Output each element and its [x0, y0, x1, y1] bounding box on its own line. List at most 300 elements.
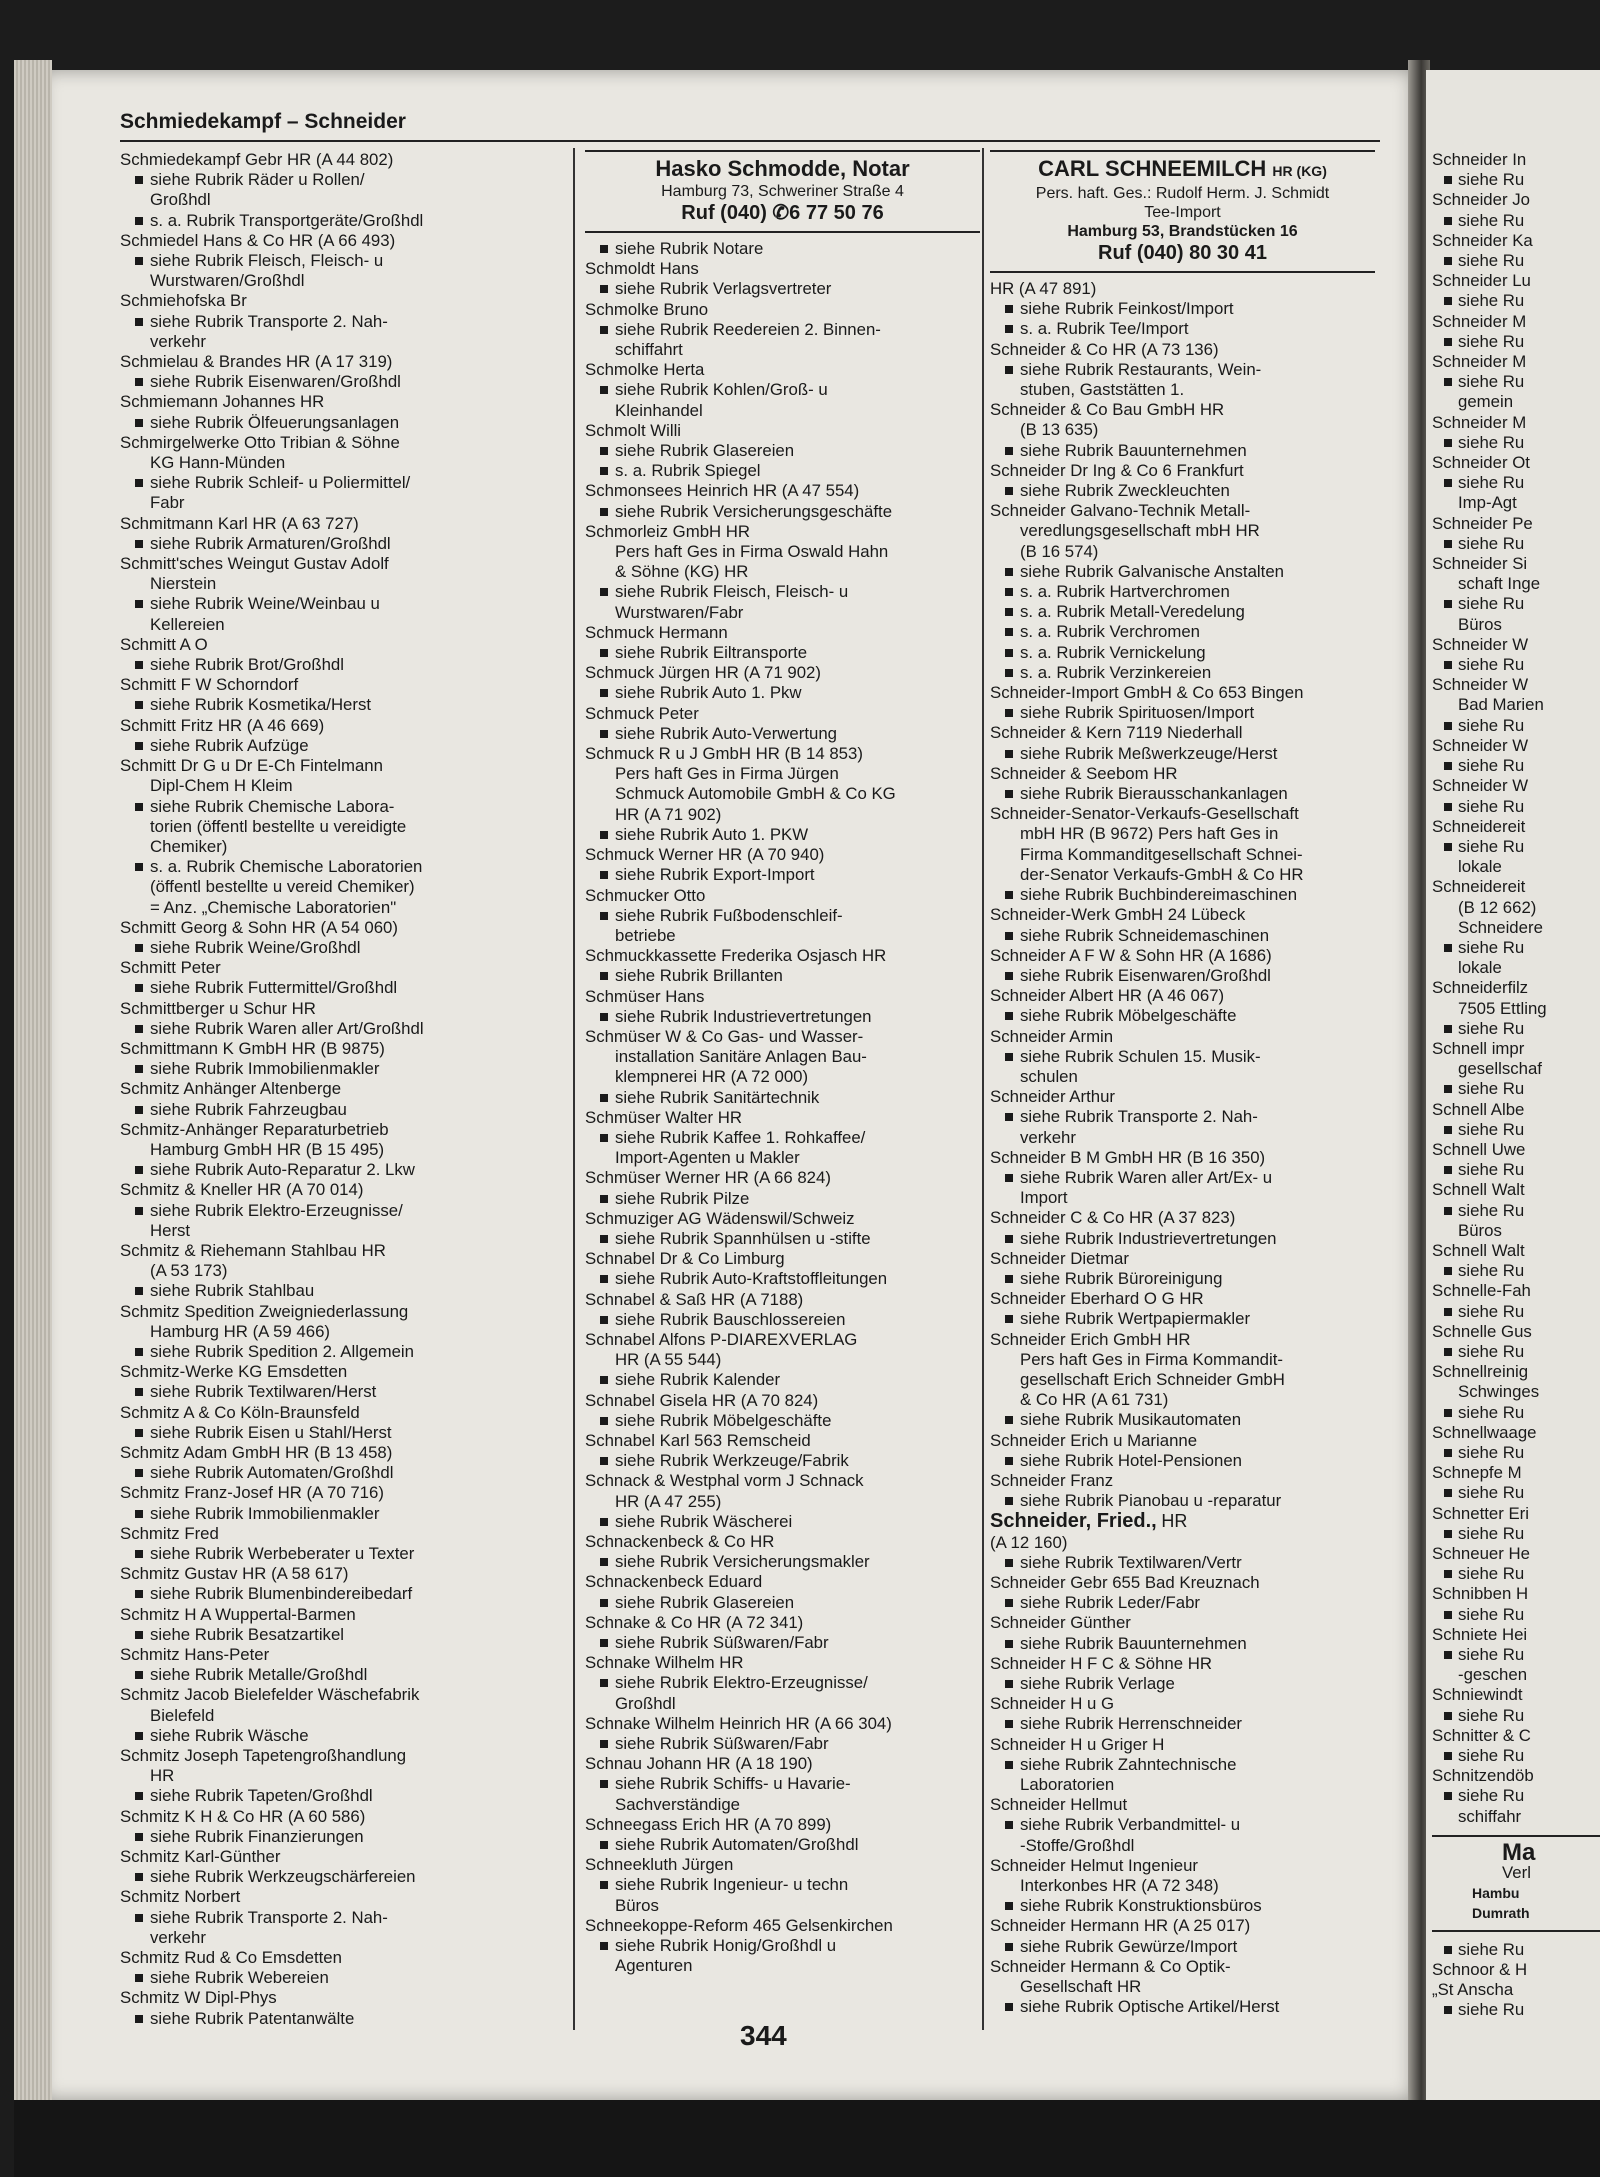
listing-reference: siehe Ru: [1432, 1746, 1600, 1766]
facing-page-column: [1432, 150, 1600, 2020]
column-3-list: [990, 279, 1375, 2017]
listing-reference: siehe Rubrik Bauschlossereien: [585, 1310, 980, 1330]
listing-reference: siehe Rubrik Export-Import: [585, 865, 980, 885]
listing-entry: Schmolke Bruno: [585, 299, 709, 319]
listing-entry: Schneidereit: [1432, 816, 1526, 836]
listing-continuation: Hamburg GmbH HR (B 15 495): [150, 1139, 385, 1159]
listing-entry: Schneider Lu: [1432, 271, 1531, 291]
listing-entry: Schnabel Gisela HR (A 70 824): [585, 1390, 819, 1410]
listing-reference: siehe Rubrik Kosmetika/Herst: [120, 695, 560, 715]
listing-reference: siehe Rubrik Pianobau u -reparatur: [990, 1491, 1375, 1511]
listing-continuation: (öffentl bestellte u vereid Chemiker): [150, 877, 415, 897]
facing-advert-box: [1432, 1835, 1600, 1932]
listing-reference: siehe Rubrik Kaffee 1. Rohkaffee/: [585, 1128, 980, 1148]
listing-reference: siehe Rubrik Zahntechnische: [990, 1755, 1375, 1775]
listing-continuation: lokale: [1458, 958, 1502, 978]
listing-entry: Schneider M: [1432, 311, 1527, 331]
listing-entry: Schmitt Georg & Sohn HR (A 54 060): [120, 917, 398, 937]
listing-entry: Schnake Wilhelm HR: [585, 1653, 744, 1673]
listing-entry: Schneider & Seebom HR: [990, 763, 1178, 783]
listing-entry: Schneider W: [1432, 634, 1529, 654]
listing-name-bold: Schneider, Fried.,: [990, 1510, 1157, 1533]
listing-reference: siehe Ru: [1432, 594, 1600, 614]
listing-reference: siehe Rubrik Verbandmittel- u: [990, 1815, 1375, 1835]
advert-title: CARL SCHNEEMILCH: [1038, 156, 1267, 181]
listing-entry: Schnell impr: [1432, 1038, 1525, 1058]
listing-reference: siehe Rubrik Spirituosen/Import: [990, 703, 1375, 723]
listing-entry: Schnabel Dr & Co Limburg: [585, 1249, 785, 1269]
listing-entry: Schmorleiz GmbH HR: [585, 521, 751, 541]
listing-reference: siehe Rubrik Schulen 15. Musik-: [990, 1047, 1375, 1067]
listing-entry: Schmuziger AG Wädenswil/Schweiz: [585, 1208, 855, 1228]
listing-reference: siehe Rubrik Glasereien: [585, 1593, 980, 1613]
listing-continuation: installation Sanitäre Anlagen Bau-: [615, 1047, 867, 1067]
listing-reference: siehe Rubrik Auto-Kraftstoffleitungen: [585, 1269, 980, 1289]
listing-entry: Schmitz Gustav HR (A 58 617): [120, 1564, 349, 1584]
facing-page-list: [1432, 150, 1600, 1827]
listing-reference: siehe Rubrik Möbelgeschäfte: [585, 1411, 980, 1431]
listing-continuation: Hamburg HR (A 59 466): [150, 1321, 331, 1341]
listing-reference: siehe Rubrik Blumenbindereibedarf: [120, 1584, 560, 1604]
listing-reference: siehe Rubrik Spannhülsen u -stifte: [585, 1229, 980, 1249]
advert-phone: Ruf (040) ✆6 77 50 76: [681, 202, 884, 224]
listing-reference: siehe Rubrik Fahrzeugbau: [120, 1100, 560, 1120]
listing-continuation: Herst: [150, 1220, 191, 1240]
listing-entry: Schnibben H: [1432, 1584, 1529, 1604]
listing-reference: siehe Rubrik Auto-Reparatur 2. Lkw: [120, 1160, 560, 1180]
listing-reference: siehe Ru: [1432, 1443, 1600, 1463]
listing-reference: siehe Rubrik Automaten/Großhdl: [585, 1835, 980, 1855]
listing-continuation: Wurstwaren/Fabr: [615, 602, 744, 622]
listing-entry: Schnepfe M: [1432, 1463, 1522, 1483]
advert-box-schneemilch: [990, 150, 1375, 273]
listing-continuation: (A 53 173): [150, 1261, 228, 1281]
listing-reference: siehe Rubrik Kalender: [585, 1370, 980, 1390]
listing-reference: siehe Rubrik Bierausschankanlagen: [990, 784, 1375, 804]
listing-entry: Schmonsees Heinrich HR (A 47 554): [585, 481, 860, 501]
listing-entry: Schnabel & Saß HR (A 7188): [585, 1289, 804, 1309]
listing-continuation: HR (A 71 902): [615, 804, 722, 824]
listing-entry: Schneider Günther: [990, 1613, 1131, 1633]
listing-reference: siehe Rubrik Elektro-Erzeugnisse/: [585, 1673, 980, 1693]
listing-reference: siehe Rubrik Verlagsvertreter: [585, 279, 980, 299]
listing-reference: siehe Ru: [1432, 251, 1600, 271]
listing-entry: Schmitmann Karl HR (A 63 727): [120, 513, 359, 533]
listing-entry: Schneider B M GmbH HR (B 16 350): [990, 1147, 1266, 1167]
advert-line-1: Pers. haft. Ges.: Rudolf Herm. J. Schmidt: [1035, 185, 1330, 202]
listing-reference: siehe Rubrik Bauunternehmen: [990, 441, 1375, 461]
listing-reference: siehe Ru: [1432, 1605, 1600, 1625]
listing-reference: siehe Rubrik Notare: [585, 239, 980, 259]
listing-entry: Schmitz K H & Co HR (A 60 586): [120, 1806, 366, 1826]
header-rule: [120, 140, 1380, 142]
listing-reference: siehe Rubrik Büroreinigung: [990, 1269, 1375, 1289]
listing-continuation: -geschen: [1458, 1665, 1528, 1685]
page-number: 344: [740, 2020, 787, 2051]
listing-entry: Schneider & Co HR (A 73 136): [990, 339, 1219, 359]
listing-reference: siehe Ru: [1432, 291, 1600, 311]
listing-reference: siehe Rubrik Wäscherei: [585, 1512, 980, 1532]
listing-entry: Schneekluth Jürgen: [585, 1855, 734, 1875]
listing-reference: siehe Rubrik Zweckleuchten: [990, 481, 1375, 501]
listing-entry: Schnabel Karl 563 Remscheid: [585, 1430, 811, 1450]
listing-reference: siehe Rubrik Möbelgeschäfte: [990, 1006, 1375, 1026]
listing-reference: siehe Ru: [1432, 1706, 1600, 1726]
listing-continuation: Firma Kommanditgesellschaft Schnei-: [1020, 844, 1303, 864]
listing-continuation: Laboratorien: [1020, 1775, 1115, 1795]
listing-reference: siehe Rubrik Meßwerkzeuge/Herst: [990, 744, 1375, 764]
listing-reference: siehe Rubrik Bauunternehmen: [990, 1634, 1375, 1654]
listing-entry: Schnell Albe: [1432, 1099, 1525, 1119]
listing-continuation: Großhdl: [150, 190, 211, 210]
listing-reference: siehe Ru: [1432, 837, 1600, 857]
advert-line-2: Tee-Import: [1144, 204, 1221, 221]
listing-entry: Schmitz W Dipl-Phys: [120, 1988, 277, 2008]
listing-entry: Schmiemann Johannes HR: [120, 392, 325, 412]
listing-continuation: HR (A 47 255): [615, 1491, 722, 1511]
listing-reference: siehe Rubrik Versicherungsmakler: [585, 1552, 980, 1572]
listing-reference: siehe Ru: [1432, 332, 1600, 352]
listing-entry: Schniewindt: [1432, 1685, 1523, 1705]
listing-entry: Schneider-Senator-Verkaufs-Gesellschaft: [990, 804, 1299, 824]
listing-continuation: schaft Inge: [1458, 574, 1541, 594]
listing-continuation: der-Senator Verkaufs-GmbH & Co HR: [1020, 864, 1304, 884]
listing-continuation: Kellereien: [150, 614, 225, 634]
listing-reference: siehe Rubrik Süßwaren/Fabr: [585, 1633, 980, 1653]
listing-continuation: Pers haft Ges in Firma Jürgen: [615, 764, 839, 784]
listing-continuation: klempnerei HR (A 72 000): [615, 1067, 809, 1087]
listing-entry: Schnetter Eri: [1432, 1503, 1530, 1523]
listing-entry: Schmoldt Hans: [585, 259, 699, 279]
book-page-edge: [14, 60, 52, 2110]
listing-reference: siehe Rubrik Webereien: [120, 1968, 560, 1988]
listing-entry: Schmitt Fritz HR (A 46 669): [120, 715, 325, 735]
listing-reference: siehe Rubrik Spedition 2. Allgemein: [120, 1342, 560, 1362]
listing-entry: Schmitt F W Schorndorf: [120, 675, 299, 695]
listing-reference: siehe Ru: [1432, 716, 1600, 736]
listing-continuation: Bad Marien: [1458, 695, 1544, 715]
listing-reference: siehe Ru: [1432, 534, 1600, 554]
listing-reference: siehe Ru: [1432, 372, 1600, 392]
listing-reference: siehe Rubrik Transporte 2. Nah-: [120, 1908, 560, 1928]
listing-entry: Schmitz Fred: [120, 1523, 219, 1543]
listing-reference: siehe Ru: [1432, 797, 1600, 817]
listing-continuation: (B 12 662): [1458, 897, 1537, 917]
listing-continuation: gesellschaft Erich Schneider GmbH: [1020, 1369, 1285, 1389]
listing-reference: s. a. Rubrik Tee/Import: [990, 319, 1375, 339]
listing-entry: Schnake Wilhelm Heinrich HR (A 66 304): [585, 1713, 892, 1733]
listing-reference: siehe Rubrik Weine/Großhdl: [120, 938, 560, 958]
listing-reference: s. a. Rubrik Transportgeräte/Großhdl: [120, 211, 560, 231]
listing-entry: Schmolt Willi: [585, 420, 682, 440]
listing-reference: siehe Ru: [1432, 1403, 1600, 1423]
listing-entry: Schneider W: [1432, 735, 1529, 755]
listing-continuation: veredlungsgesellschaft mbH HR: [1020, 521, 1260, 541]
listing-reference: siehe Rubrik Galvanische Anstalten: [990, 562, 1375, 582]
listing-entry: Schnau Johann HR (A 18 190): [585, 1754, 813, 1774]
listing-entry: Schnell Walt: [1432, 1180, 1525, 1200]
listing-entry: Schmitz Norbert: [120, 1887, 241, 1907]
listing-continuation: Bielefeld: [150, 1705, 215, 1725]
listing-entry: Schnell Walt: [1432, 1240, 1525, 1260]
listing-reference: siehe Rubrik Gewürze/Import: [990, 1937, 1375, 1957]
listing-entry: Schmuckkassette Frederika Osjasch HR: [585, 946, 887, 966]
listing-reference: siehe Ru: [1432, 1786, 1600, 1806]
listing-entry: Schneider Albert HR (A 46 067): [990, 986, 1225, 1006]
listing-continuation: Dipl-Chem H Kleim: [150, 776, 293, 796]
listing-reference: siehe Rubrik Eisenwaren/Großhdl: [120, 372, 560, 392]
listing-continuation: Büros: [615, 1895, 659, 1915]
listing-entry: Schneider H F C & Söhne HR: [990, 1653, 1212, 1673]
listing-reference: siehe Rubrik Feinkost/Import: [990, 299, 1375, 319]
advert-box-schmodde: [585, 150, 980, 233]
facing-advert-line: Verl: [1502, 1863, 1531, 1883]
listing-reference: siehe Rubrik Waren aller Art/Großhdl: [120, 1019, 560, 1039]
listing-entry: Schmüser Hans: [585, 986, 705, 1006]
listing-entry: Schneidereit: [1432, 877, 1526, 897]
listing-entry: Schmuck R u J GmbH HR (B 14 853): [585, 744, 863, 764]
listing-reference: siehe Rubrik Schneidemaschinen: [990, 926, 1375, 946]
listing-continuation: betriebe: [615, 925, 676, 945]
listing-reference: s. a. Rubrik Verzinkereien: [990, 663, 1375, 683]
listing-entry: Schneider Galvano-Technik Metall-: [990, 501, 1251, 521]
listing-entry: Schneider In: [1432, 150, 1527, 169]
listing-suffix: HR: [1161, 1511, 1188, 1532]
listing-reference: siehe Rubrik Automaten/Großhdl: [120, 1463, 560, 1483]
listing-continuation: verkehr: [1020, 1127, 1076, 1147]
listing-reference: siehe Rubrik Elektro-Erzeugnisse/: [120, 1201, 560, 1221]
listing-entry: Schneider & Co Bau GmbH HR: [990, 400, 1225, 420]
listing-continuation: Pers haft Ges in Firma Oswald Hahn: [615, 542, 889, 562]
listing-continuation: Büros: [1458, 614, 1502, 634]
listing-entry: Schmitz Anhänger Altenberge: [120, 1079, 342, 1099]
listing-entry: Schmittberger u Schur HR: [120, 998, 316, 1018]
listing-reference: siehe Rubrik Transporte 2. Nah-: [990, 1107, 1375, 1127]
listing-entry: Schneegass Erich HR (A 70 899): [585, 1814, 832, 1834]
listing-entry: Schneider Gebr 655 Bad Kreuznach: [990, 1573, 1260, 1592]
listing-entry: Schneider H u G: [990, 1694, 1115, 1714]
listing-entry: Schnake & Co HR (A 72 341): [585, 1612, 804, 1632]
listing-entry: Schneider Helmut Ingenieur: [990, 1855, 1199, 1875]
listing-continuation: KG Hann-Münden: [150, 453, 286, 473]
listing-entry: Schmitz Jacob Bielefelder Wäschefabrik: [120, 1685, 420, 1705]
listing-entry: Schmirgelwerke Otto Tribian & Söhne: [120, 432, 400, 452]
listing-continuation: Nierstein: [150, 574, 217, 594]
listing-reference: siehe Rubrik Chemische Labora-: [120, 797, 560, 817]
listing-entry: Schneider Erich GmbH HR: [990, 1329, 1191, 1349]
listing-continuation: Büros: [1458, 1220, 1502, 1240]
listing-entry: Schmitz & Riehemann Stahlbau HR: [120, 1240, 386, 1260]
listing-reference: siehe Rubrik Optische Artikel/Herst: [990, 1997, 1375, 2017]
listing-entry: Schmuck Hermann: [585, 622, 728, 642]
listing-reference: siehe Rubrik Fleisch, Fleisch- u: [585, 582, 980, 602]
facing-advert-title: Ma: [1502, 1838, 1536, 1866]
listing-reference: siehe Rubrik Fleisch, Fleisch- u: [120, 251, 560, 271]
listing-entry: Schnellreinig: [1432, 1362, 1529, 1382]
listing-continuation: -Stoffe/Großhdl: [1020, 1835, 1135, 1855]
listing-reference: siehe Rubrik Restaurants, Wein-: [990, 360, 1375, 380]
advert-title: Hasko Schmodde, Notar: [655, 156, 910, 181]
listing-continuation: lokale: [1458, 857, 1502, 877]
column-divider: [982, 148, 984, 2030]
column-3: [990, 150, 1375, 2017]
listing-reference: siehe Rubrik Finanzierungen: [120, 1827, 560, 1847]
listing-entry: Schmitz Rud & Co Emsdetten: [120, 1948, 342, 1968]
listing-reference: siehe Ru: [1432, 473, 1600, 493]
listing-entry: Schmitt Dr G u Dr E-Ch Fintelmann: [120, 756, 383, 776]
listing-entry: Schnoor & H: [1432, 1959, 1528, 1979]
listing-reference: siehe Rubrik Glasereien: [585, 441, 980, 461]
listing-entry: Schnackenbeck Eduard: [585, 1572, 763, 1592]
listing-entry: Schmiedekampf Gebr HR (A 44 802): [120, 150, 394, 169]
listing-reference: siehe Ru: [1432, 1261, 1600, 1281]
listing-entry: Schneider Erich u Marianne: [990, 1430, 1198, 1450]
listing-reference: siehe Ru: [1432, 655, 1600, 675]
listing-reference: s. a. Rubrik Verchromen: [990, 622, 1375, 642]
advert-address: Hamburg 73, Schweriner Straße 4: [661, 183, 904, 200]
listing-entry: Schnelle Gus: [1432, 1321, 1532, 1341]
listing-reference: siehe Rubrik Buchbindereimaschinen: [990, 885, 1375, 905]
listing-reference: siehe Rubrik Industrievertretungen: [585, 1007, 980, 1027]
listing-entry: Schneider Si: [1432, 554, 1528, 574]
listing-continuation: HR (A 55 544): [615, 1350, 722, 1370]
listing-entry: Schmitz Franz-Josef HR (A 70 716): [120, 1483, 384, 1503]
listing-entry: Schmiedel Hans & Co HR (A 66 493): [120, 230, 396, 250]
listing-entry: Schneider Armin: [990, 1026, 1114, 1046]
listing-reference: siehe Rubrik Pilze: [585, 1189, 980, 1209]
listing-entry: Schmiehofska Br: [120, 291, 247, 311]
listing-continuation: stuben, Gaststätten 1.: [1020, 380, 1185, 400]
listing-reference: siehe Ru: [1432, 1160, 1600, 1180]
listing-entry: Schnabel Alfons P-DIAREXVERLAG: [585, 1329, 858, 1349]
listing-reference: siehe Rubrik Werkzeugschärfereien: [120, 1867, 560, 1887]
listing-reference: siehe Rubrik Wertpapiermakler: [990, 1309, 1375, 1329]
listing-reference: siehe Rubrik Immobilienmakler: [120, 1504, 560, 1524]
listing-entry: Schneider Dietmar: [990, 1248, 1129, 1268]
listing-entry: Schmitz Adam GmbH HR (B 13 458): [120, 1443, 393, 1462]
listing-reference: siehe Rubrik Eiltransporte: [585, 643, 980, 663]
listing-continuation: verkehr: [150, 1927, 206, 1947]
listing-entry: Schmucker Otto: [585, 885, 706, 905]
listing-entry: Schneider-Import GmbH & Co 653 Bingen: [990, 683, 1304, 703]
listing-reference: siehe Ru: [1432, 1201, 1600, 1221]
listing-reference: siehe Ru: [1432, 1120, 1600, 1140]
listing-entry: Schmuck Peter: [585, 703, 699, 723]
listing-continuation: verkehr: [150, 331, 206, 351]
listing-reference: siehe Rubrik Versicherungsgeschäfte: [585, 502, 980, 522]
listing-reference: s. a. Rubrik Hartverchromen: [990, 582, 1375, 602]
background-strip: [14, 2100, 1600, 2177]
listing-entry: „St Anscha: [1432, 1980, 1514, 2000]
listing-continuation: Kleinhandel: [615, 400, 703, 420]
listing-reference: siehe Rubrik Sanitärtechnik: [585, 1088, 980, 1108]
listing-reference: siehe Rubrik Besatzartikel: [120, 1625, 560, 1645]
listing-continuation: 7505 Ettling: [1458, 998, 1547, 1018]
listing-entry: Schneider Pe: [1432, 513, 1533, 533]
column-2-list: [585, 239, 980, 1976]
listing-entry: Schneider W: [1432, 675, 1529, 695]
listing-entry: Schnitter & C: [1432, 1725, 1531, 1745]
listing-continuation: = Anz. „Chemische Laboratorien": [150, 897, 397, 917]
listing-reference: s. a. Rubrik Metall-Veredelung: [990, 602, 1375, 622]
listing-entry: Schneider C & Co HR (A 37 823): [990, 1208, 1236, 1228]
listing-continuation: mbH HR (B 9672) Pers haft Ges in: [1020, 824, 1279, 844]
listing-reference: siehe Rubrik Werkzeuge/Fabrik: [585, 1451, 980, 1471]
listing-entry: Schmüser Werner HR (A 66 824): [585, 1168, 831, 1188]
listing-reference: siehe Rubrik Immobilienmakler: [120, 1059, 560, 1079]
listing-entry: Schneider & Kern 7119 Niederhall: [990, 723, 1243, 743]
listing-entry: Schneider Arthur: [990, 1087, 1115, 1107]
listing-reference: siehe Rubrik Herrenschneider: [990, 1714, 1375, 1734]
listing-reference: siehe Ru: [1432, 1524, 1600, 1544]
listing-entry: Schmitz Spedition Zweigniederlassung: [120, 1301, 409, 1321]
listing-entry: Schmitz Karl-Günther: [120, 1847, 281, 1867]
listing-reference: s. a. Rubrik Spiegel: [585, 461, 980, 481]
listing-reference: siehe Rubrik Werbeberater u Texter: [120, 1544, 560, 1564]
listing-reference: siehe Rubrik Auto 1. Pkw: [585, 683, 980, 703]
listing-continuation: gesellschaf: [1458, 1059, 1542, 1079]
listing-reference: siehe Rubrik Eisen u Stahl/Herst: [120, 1423, 560, 1443]
listing-entry: Schmielau & Brandes HR (A 17 319): [120, 352, 393, 372]
listing-continuation: (B 13 635): [1020, 420, 1099, 440]
listing-reference: siehe Ru: [1432, 756, 1600, 776]
listing-entry: (A 12 160): [990, 1532, 1068, 1552]
listing-continuation: Schwinges: [1458, 1382, 1540, 1402]
listing-entry: Schneuer He: [1432, 1544, 1530, 1564]
listing-entry: Schneider Hermann HR (A 25 017): [990, 1916, 1251, 1936]
listing-entry: Schmitz A & Co Köln-Braunsfeld: [120, 1402, 360, 1422]
listing-entry: Schneekoppe-Reform 465 Gelsenkirchen: [585, 1915, 893, 1935]
listing-reference: siehe Rubrik Tapeten/Großhdl: [120, 1786, 560, 1806]
listing-reference: siehe Rubrik Ölfeuerungsanlagen: [120, 413, 560, 433]
listing-reference: siehe Rubrik Aufzüge: [120, 736, 560, 756]
listing-entry: Schmuck Werner HR (A 70 940): [585, 845, 825, 865]
listing-reference: siehe Ru: [1432, 938, 1600, 958]
listing-entry: Schneider Dr Ing & Co 6 Frankfurt: [990, 460, 1244, 480]
listing-continuation: HR: [150, 1766, 175, 1786]
listing-continuation: Agenturen: [615, 1956, 693, 1976]
listing-continuation: schiffahr: [1458, 1806, 1522, 1826]
listing-entry: Schmitt A O: [120, 634, 208, 654]
listing-entry: Schneiderfilz: [1432, 978, 1529, 998]
listing-reference: siehe Rubrik Brot/Großhdl: [120, 655, 560, 675]
listing-entry: Schnellwaage: [1432, 1422, 1537, 1442]
listing-entry: Schmitz H A Wuppertal-Barmen: [120, 1604, 356, 1624]
advert-address: Hamburg 53, Brandstücken 16: [1067, 223, 1298, 240]
listing-reference: siehe Ru: [1432, 1342, 1600, 1362]
facing-advert-line: Hambu: [1472, 1885, 1520, 1902]
listing-continuation: Sachverständige: [615, 1794, 741, 1814]
listing-reference: siehe Rubrik Räder u Rollen/: [120, 170, 560, 190]
listing-reference: siehe Rubrik Fußbodenschleif-: [585, 906, 980, 926]
listing-reference: siehe Rubrik Ingenieur- u techn: [585, 1875, 980, 1895]
listing-reference: siehe Rubrik Auto-Verwertung: [585, 724, 980, 744]
listing-reference: siehe Rubrik Kohlen/Groß- u: [585, 380, 980, 400]
listing-entry: Schneider Eberhard O G HR: [990, 1289, 1204, 1309]
listing-reference: s. a. Rubrik Chemische Laboratorien: [120, 857, 560, 877]
listing-reference: siehe Rubrik Waren aller Art/Ex- u: [990, 1168, 1375, 1188]
listing-continuation: & Söhne (KG) HR: [615, 562, 749, 582]
listing-entry: Schmitz-Anhänger Reparaturbetrieb: [120, 1119, 389, 1139]
listing-entry: Schmitz Hans-Peter: [120, 1645, 270, 1665]
listing-entry: Schneider Ka: [1432, 230, 1533, 250]
listing-continuation: schulen: [1020, 1066, 1078, 1086]
listing-entry: Schniete Hei: [1432, 1624, 1528, 1644]
listing-reference: siehe Ru: [1432, 211, 1600, 231]
page-header: Schmiedekampf – Schneider: [120, 110, 406, 133]
listing-entry: Schneider Ot: [1432, 453, 1530, 473]
listing-entry: Schneider Jo: [1432, 190, 1530, 210]
